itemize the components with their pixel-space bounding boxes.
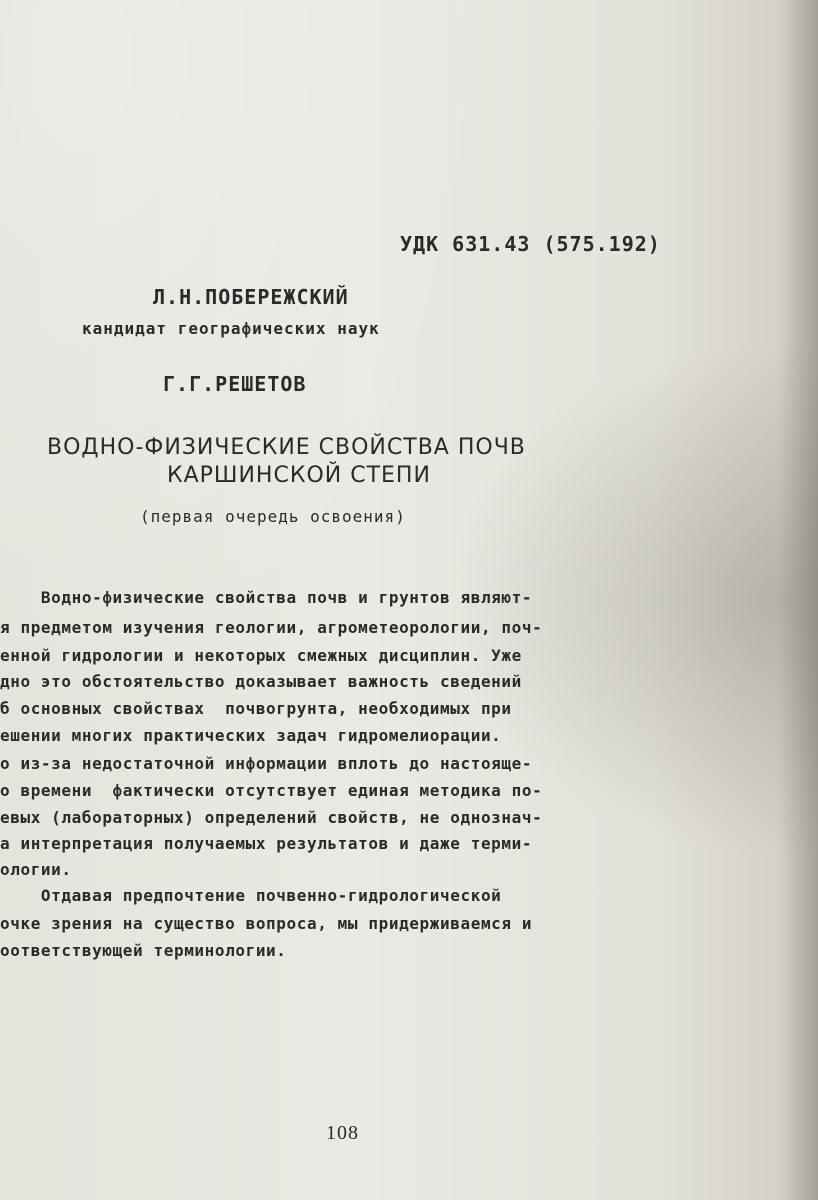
body-line: очке зрения на существо вопроса, мы придерживаемся и: [0, 914, 533, 933]
body-line: ешении многих практических задач гидромелиорации.: [0, 726, 502, 745]
body-line: б основных свойствах почвогрунта, необходимых при: [0, 699, 512, 718]
author-name-2: Г.Г.РЕШЕТОВ: [163, 372, 307, 396]
page-number: 108: [326, 1122, 359, 1144]
body-line: Отдавая предпочтение почвенно-гидрологической: [0, 886, 502, 905]
body-line: я предметом изучения геологии, агрометеорологии, поч-: [0, 618, 543, 637]
body-line: о из-за недостаточной информации вплоть до настояще-: [0, 754, 533, 773]
body-line: енной гидрологии и некоторых смежных дисциплин. Уже: [0, 646, 522, 665]
body-line: оответствующей терминологии.: [0, 941, 287, 960]
author-degree-1: кандидат географических наук: [82, 319, 380, 338]
body-line: евых (лабораторных) определений свойств, не однознач-: [0, 808, 543, 827]
body-line: а интерпретация получаемых результатов и даже терми-: [0, 834, 533, 853]
body-line: Водно-физические свойства почв и грунтов являют-: [0, 588, 533, 607]
article-title-line-1: ВОДНО-ФИЗИЧЕСКИЕ СВОЙСТВА ПОЧВ: [47, 435, 526, 460]
author-name-1: Л.Н.ПОБЕРЕЖСКИЙ: [153, 285, 349, 309]
page-edge-shadow: [778, 0, 818, 1200]
article-subtitle: (первая очередь освоения): [140, 507, 406, 526]
body-line: ологии.: [0, 860, 72, 879]
body-line: дно это обстоятельство доказывает важность сведений: [0, 672, 522, 691]
udk-code: УДК 631.43 (575.192): [400, 232, 661, 256]
article-title-line-2: КАРШИНСКОЙ СТЕПИ: [167, 463, 431, 488]
body-line: о времени фактически отсутствует единая методика по-: [0, 781, 543, 800]
